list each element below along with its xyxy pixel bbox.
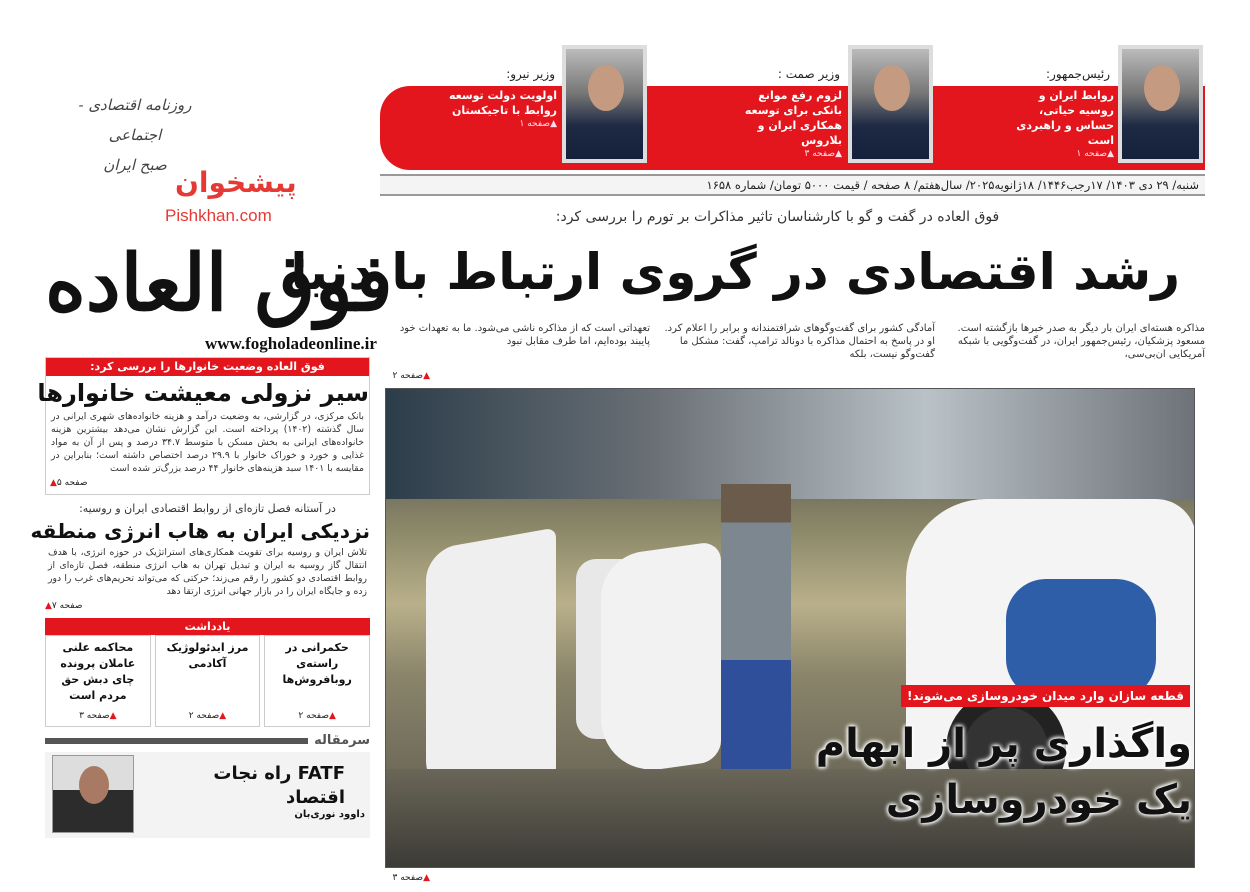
story-kicker: فوق العاده وضعیت خانوارها را بررسی کرد:	[46, 358, 369, 376]
story-kicker: در آستانه فصل تازه‌ای از روابط اقتصادی ایران و روسیه:	[79, 502, 336, 515]
lead-column: آمادگی کشور برای گفت‌وگوهای شرافتمندانه و برابر را اعلام کرد. او در پاسخ به احتمال مذاکره با دونالد ترامپ، گفت: مشکل ما گفت‌وگو نیست، بلکه	[664, 323, 935, 360]
role-label: وزیر صمت :	[777, 67, 840, 81]
editorial-author: داوود نوری‌بان	[294, 809, 365, 820]
portrait-president	[1118, 45, 1203, 163]
role-label: وزیر نیرو:	[506, 67, 555, 81]
top-news-item[interactable]: روابط ایران و روسیه حیاتی، حساس و راهبردی است ▲صفحه ۱	[1016, 89, 1114, 159]
photo-headline[interactable]: واگذاری پر از ابهام یک خودروسازی	[815, 721, 1192, 823]
page-ref: ▲صفحه ۲	[298, 711, 336, 721]
page-ref[interactable]: ▲صفحه ۵	[50, 478, 88, 488]
portrait-industry-minister	[848, 45, 933, 163]
top-news-item[interactable]: لزوم رفع موانع بانکی برای توسعه همکاری ایران و بلاروس ▲صفحه ۳	[744, 89, 842, 159]
story-households	[37, 357, 370, 495]
photo-kicker: قطعه سازان وارد میدان خودروسازی می‌شوند!	[901, 685, 1190, 707]
tagline-2: صبح ایران	[103, 156, 167, 174]
main-headline[interactable]: رشد اقتصادی در گروی ارتباط با دنیا	[290, 243, 1180, 301]
lead-column: مذاکره هسته‌ای ایران بار دیگر به صدر خبرها بازگشته است. مسعود پزشکیان، رئیس‌جمهور ایران، در گفت‌وگویی با شبکه آمریکایی ان‌بی‌سی،	[957, 323, 1205, 360]
notes-header: یادداشت	[45, 618, 370, 635]
page-ref: ▲صفحه ۳	[79, 711, 117, 721]
tagline-1: روزنامه اقتصادی - اجتماعی	[78, 96, 192, 144]
website-link[interactable]: www.fogholadeonline.ir	[205, 334, 377, 353]
note-card[interactable]: محاکمه علنی عاملان پرونده چای دبش حق مردم است ▲صفحه ۳	[45, 635, 151, 727]
editorial-title[interactable]: FATF راه نجات اقتصاد	[213, 763, 345, 808]
story-headline[interactable]: نزدیکی ایران به هاب انرژی منطقه	[30, 519, 370, 543]
watermark-fa: پیشخوان	[175, 166, 297, 199]
story-headline[interactable]: سیر نزولی معیشت خانوارها	[37, 379, 369, 407]
role-label: رئیس‌جمهور:	[1046, 67, 1110, 81]
watermark-en: Pishkhan.com	[165, 206, 272, 225]
page-ref[interactable]: ▲صفحه ۳	[392, 873, 430, 883]
editorial-label: سرمقاله	[314, 733, 370, 748]
dateline: شنبه/ ۲۹ دی ۱۴۰۳/ ۱۷رجب۱۴۴۶/ ۱۸ژانویه۲۰۲۵/ سال‌هفتم/ ۸ صفحه / قیمت ۵۰۰۰ تومان/ شماره ۱۶۵۸	[380, 174, 1205, 196]
page-ref[interactable]: ▲صفحه ۲	[392, 371, 430, 381]
author-photo	[52, 755, 134, 833]
story-body: بانک مرکزی، در گزارشی، به وضعیت درآمد و هزینه خانواده‌های شهری ایرانی در سال گذشته (۱۴۰۲) پرداخته است. این گزارش نشان می‌دهد بیشترین هزینه خانواده‌های ایرانی به بخش مسکن با متوسط ۳۴.۷ درصد و پس از آن به مواد غذایی و خورد و خوراک خانوار با ۲۹.۹ درصد اختصاص داشته است؛ بنابراین در مقایسه با ۱۴۰۱ سبد هزینه‌های خانوار ۴۴ درصد بزرگ‌تر شده است	[51, 411, 364, 474]
page-ref[interactable]: ▲صفحه ۷	[45, 601, 83, 611]
editorial-box	[45, 752, 370, 838]
left-column	[30, 357, 370, 838]
lead-column: تعهداتی است که از مذاکره ناشی می‌شود. ما به تعهدات خود پایبند بوده‌ایم، اما طرف مقابل نبود	[399, 323, 650, 347]
editorial-section	[45, 733, 370, 838]
page-ref: ▲صفحه ۲	[188, 711, 227, 721]
divider	[45, 738, 308, 744]
story-body: تلاش ایران و روسیه برای تقویت همکاری‌های استراتژیک در حوزه انرژی، با هدف انتقال گاز روسیه به ایران و تبدیل تهران به هاب انرژی منطقه، فصل تازه‌ای از روابط اقتصادی دو کشور را رقم می‌زند؛ حرکتی که می‌تواند تحریم‌های غرب را دور زده و جایگاه ایران را در بازار جهانی انرژی ارتقا دهد	[48, 547, 367, 597]
note-card[interactable]: مرز ایدئولوژیک آکادمی ▲صفحه ۲	[155, 635, 261, 727]
top-news-item[interactable]: اولویت دولت توسعه روابط با تاجیکستان ▲صفحه ۱	[448, 89, 557, 129]
main-kicker: فوق العاده در گفت و گو با کارشناسان تاثیر مذاکرات بر تورم را بررسی کرد:	[555, 209, 1000, 225]
masthead-name: فوق العاده	[45, 238, 393, 329]
story-energy-hub	[30, 501, 370, 612]
note-card[interactable]: حکمرانی در راسته‌ی روبافروش‌ها ▲صفحه ۲	[264, 635, 370, 727]
notes-section	[45, 618, 370, 727]
portrait-energy-minister	[562, 45, 647, 163]
